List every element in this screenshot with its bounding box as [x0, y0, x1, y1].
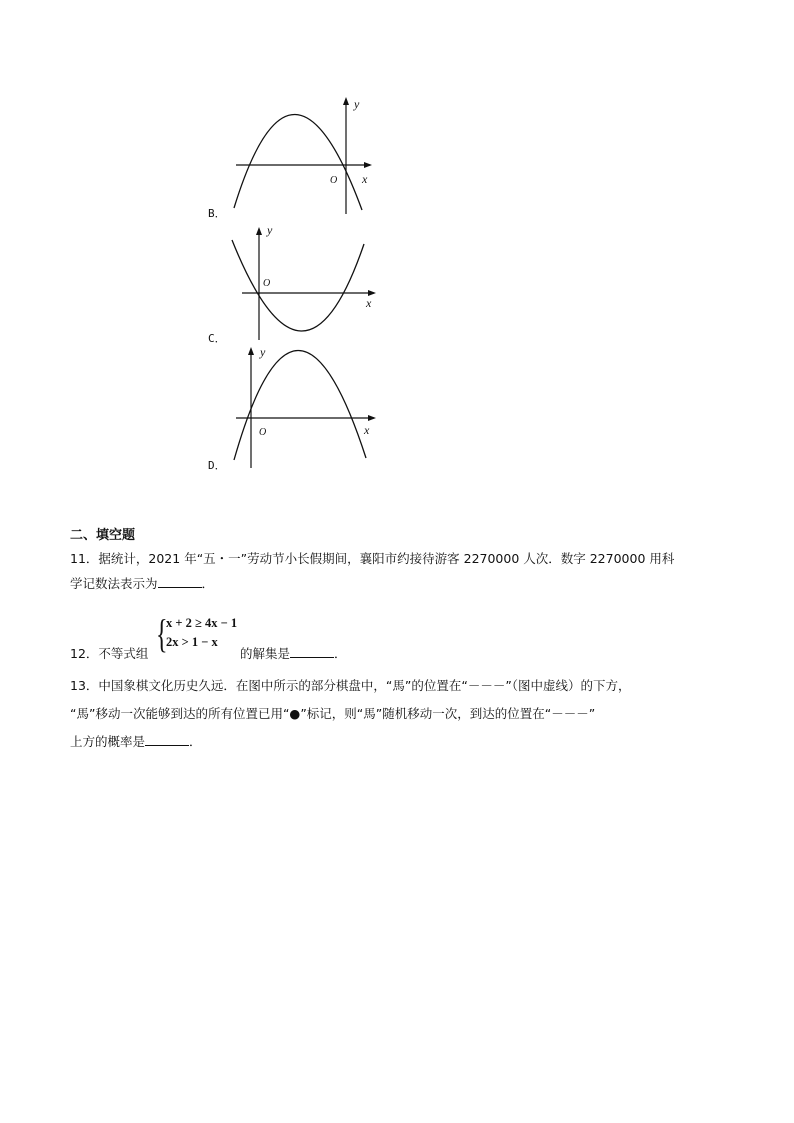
- option-b-label: B．: [208, 207, 226, 220]
- parabola-curve: [234, 350, 366, 460]
- question-11-end: ．: [201, 576, 215, 591]
- answer-blank: [290, 645, 334, 658]
- option-d-label: D．: [208, 459, 226, 472]
- y-axis-label: y: [267, 223, 273, 237]
- section-heading: 二、填空题: [70, 528, 136, 543]
- inequality-system: [166, 614, 237, 652]
- question-11: [70, 549, 674, 594]
- question-12-suffix: [240, 644, 347, 664]
- question-12-end: ．: [334, 646, 347, 661]
- y-axis-arrow-icon: [343, 97, 349, 105]
- question-11-text: 学记数法表示为: [70, 576, 158, 591]
- origin-label: O: [263, 278, 271, 289]
- y-axis-label: y: [354, 97, 360, 111]
- option-c-graph: [224, 222, 384, 344]
- x-axis-label: x: [364, 423, 370, 437]
- x-axis-arrow-icon: [368, 415, 376, 421]
- parabola-curve: [234, 114, 362, 210]
- y-axis-arrow-icon: [248, 347, 254, 355]
- option-c-label: C．: [208, 332, 226, 345]
- question-13-line-3: [70, 732, 631, 752]
- origin-label: O: [259, 427, 267, 438]
- inequality-1: x + 2 ≥ 4x − 1: [166, 616, 238, 630]
- question-13-line-1: 13．中国象棋文化历史久远．在图中所示的部分棋盘中，“馬”的位置在“－－－”（图中虚线）的下方，: [70, 678, 631, 693]
- question-12-prefix: 12．不等式组: [70, 646, 149, 661]
- parabola-curve: [232, 240, 364, 331]
- system-brace-icon: {: [156, 611, 168, 656]
- question-11-line-2: [70, 574, 674, 594]
- question-11-line-1: 11．据统计，2021 年“五・一”劳动节小长假期间，襄阳市约接待游客 2270000 人次．数字 2270000 用科: [70, 551, 675, 566]
- option-d-graph: [224, 342, 384, 470]
- question-13-text: 上方的概率是: [70, 734, 146, 749]
- y-axis-label: y: [260, 345, 266, 359]
- inequality-2: 2x > 1 − x: [166, 635, 218, 649]
- question-13-line-2: “馬”移动一次能够到达的所有位置已用“●”标记，则“馬”随机移动一次，到达的位置在“－－－”: [70, 706, 596, 721]
- x-axis-label: x: [366, 296, 372, 310]
- origin-label: O: [330, 175, 338, 186]
- question-12-text: 的解集是: [240, 646, 291, 661]
- x-axis-label: x: [362, 172, 368, 186]
- question-13: [70, 676, 631, 752]
- y-axis-arrow-icon: [256, 227, 262, 235]
- answer-blank: [158, 575, 202, 588]
- x-axis-arrow-icon: [364, 162, 372, 168]
- question-13-end: ．: [189, 734, 202, 749]
- answer-blank: [145, 733, 189, 746]
- option-b-graph: [224, 92, 384, 220]
